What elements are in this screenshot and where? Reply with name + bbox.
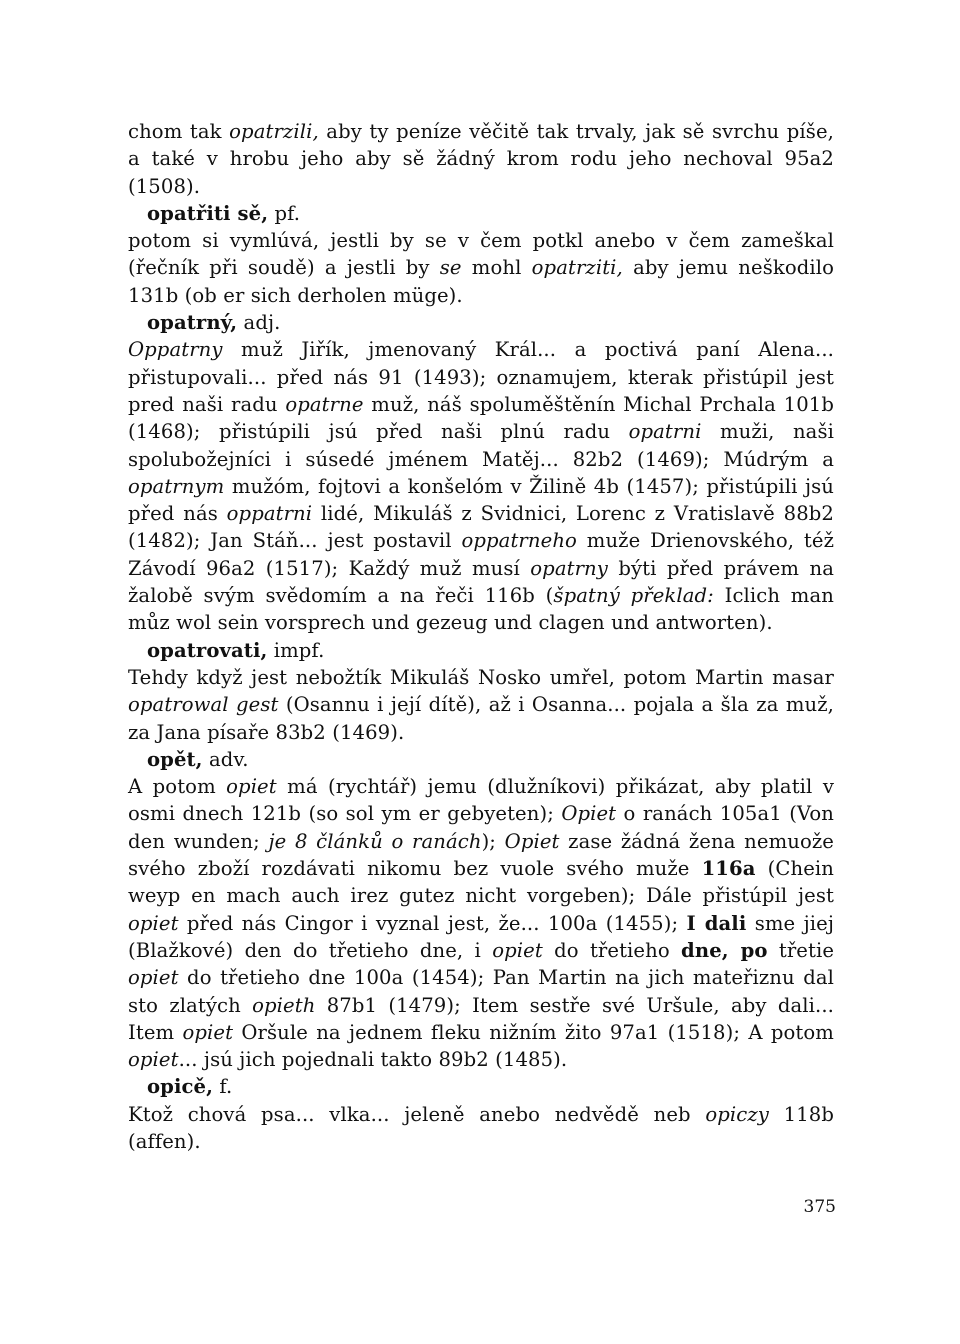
headword: opicě, <box>147 1075 214 1099</box>
text-segment: Iclich man můz wol sein vorsprech und gezeug und clagen und antworten). <box>128 584 834 635</box>
cited-form: oppatrni <box>226 502 313 526</box>
text-segment: má (rychtář) jemu (dlužníkovi) přikázat, aby platil v osmi dnech 121b (so sol ym er gebyeten); <box>128 775 834 826</box>
cited-form: opatrne <box>285 392 364 416</box>
text-segment: do třetieho dne 100a (1454); Pan Martin na jich mateřiznu dal sto zlatých <box>128 966 834 1017</box>
text-segment: mužóm, fojtovi a konšelóm v Žilině 4b (1457); přistúpili jsú před nás <box>128 474 834 526</box>
text-segment: o ranách 105a1 (Von den wunden; <box>128 802 835 853</box>
text-segment: sme jiej (Blažkové) den do třetieho dne, i <box>128 911 834 962</box>
cited-form: opatrni <box>628 420 702 444</box>
text-segment: aby jemu neškodilo 131b (ob er sich derholen müge). <box>128 256 834 307</box>
part-of-speech: adj. <box>237 311 281 335</box>
text-segment: aby ty peníze věčitě tak trvaly, jak sě svrchu píše, a také v hrobu jeho aby sě žádný krom rodu jeho nechoval 95a2 (1508). <box>128 120 834 198</box>
text-segment: lidé, Mikuláš z Svidnici, Lorenc z Vratislavě 88b2 (1482); Jan Stáň... jest postavil <box>128 502 834 553</box>
part-of-speech: adv. <box>202 747 249 771</box>
citation-paragraph <box>128 118 834 200</box>
headword: opatřiti sě, <box>147 201 269 225</box>
citation-paragraph <box>128 664 834 746</box>
part-of-speech: impf. <box>267 638 325 662</box>
text-segment: Tehdy když jest nebožtík Mikuláš Nosko umřel, potom Martin masar <box>128 665 834 689</box>
text-segment: A potom <box>128 775 227 799</box>
cited-form: opiet <box>492 938 543 962</box>
part-of-speech: pf. <box>268 201 301 225</box>
text-segment: před nás Cingor i vyznal jest, že... 100a (1455); <box>178 911 687 935</box>
cited-form: opatrowal gest <box>128 693 279 717</box>
citation-paragraph <box>128 227 834 309</box>
citation-paragraph <box>128 1101 834 1156</box>
bold-text: dne, po <box>681 938 768 962</box>
cited-form: opiczy <box>705 1102 769 1126</box>
cited-form: opieth <box>252 993 316 1017</box>
cited-form: opiet <box>128 911 179 935</box>
text-segment: muže Drienovského, též Závodí 96a2 (1517); Každý muž musí <box>128 529 834 580</box>
text-segment: potom si vymlúvá, jestli by se v čem potkl anebo v čem zameškal (řečník při soudě) a jestli by <box>128 229 834 280</box>
text-segment: (Osannu i její dítě), až i Osanna... pojala a šla za muž, za Jana písaře 83b2 (1469). <box>128 693 834 744</box>
text-segment: zase žádná žena nemuože svého zboží rozdávati nikomu bez vuole svého muže <box>128 829 834 881</box>
text-segment: Ktož chová psa... vlka... jeleně anebo nedvědě neb <box>128 1102 706 1126</box>
bold-text: I dali <box>686 911 747 935</box>
page-number: 375 <box>803 1197 836 1217</box>
cited-form: je 8 článků o ranách <box>268 829 482 853</box>
cited-form: opiet <box>128 1048 179 1072</box>
cited-form: opatrny <box>530 556 608 580</box>
cited-form: opatrzili, <box>229 120 319 143</box>
text-segment: muž, náš spoluměštěnín Michal Prchala 101b (1468); přistúpili jsú před naši plnú radu <box>128 392 834 444</box>
cited-form: špatný překlad: <box>553 584 714 608</box>
text-segment: ); <box>481 829 505 853</box>
citation-paragraph <box>128 773 834 1073</box>
text-segment: 118b (affen). <box>128 1102 834 1153</box>
headword-line <box>128 1073 834 1100</box>
cited-form: Oppatrny <box>128 338 223 362</box>
bold-text: 116a <box>701 857 756 881</box>
text-segment: třetie <box>767 938 835 962</box>
headword: opatrovati, <box>147 638 268 662</box>
text-segment: ... jsú jich pojednali takto 89b2 (1485). <box>178 1048 568 1072</box>
headword-line <box>128 637 834 664</box>
cited-form: opiet <box>182 1020 234 1044</box>
headword: opatrný, <box>147 311 238 335</box>
headword-line <box>128 309 834 336</box>
headword: opět, <box>147 747 203 771</box>
dictionary-page <box>128 118 834 1155</box>
text-segment: muž Jiřík, jmenovaný Král... a poctivá paní Alena... přistupovali... před nás 91 (1493); oznamujem, kterak přistúpil jest pred naši radu <box>128 338 834 416</box>
text-segment: do třetieho <box>542 938 682 962</box>
citation-paragraph <box>128 336 834 636</box>
cited-form: Opiet <box>504 829 560 853</box>
cited-form: se <box>439 256 462 280</box>
headword-line <box>128 200 834 227</box>
part-of-speech: f. <box>213 1075 233 1099</box>
text-segment: mohl <box>461 256 532 280</box>
cited-form: opatrziti, <box>531 256 623 280</box>
text-segment: chom tak <box>128 120 230 143</box>
text-segment: muži, naši spolubožejníci i súsedé jménem Matěj... 82b2 (1469); Múdrým a <box>128 420 834 471</box>
cited-form: opiet <box>128 966 179 990</box>
text-segment: 87b1 (1479); Item sestře své Uršule, aby dali... Item <box>128 993 834 1044</box>
text-segment: býti před právem na žalobě svým svědomím a na řeči 116b ( <box>128 556 834 608</box>
headword-line <box>128 746 834 773</box>
text-segment: Oršule na jednem fleku nižním žito 97a1 (1518); A potom <box>233 1020 834 1044</box>
cited-form: opiet <box>226 775 277 799</box>
text-segment: (Chein weyp en mach auch irez gutez nicht vorgeben); Dále přistúpil jest <box>128 857 834 908</box>
cited-form: Opiet <box>561 802 617 826</box>
cited-form: opatrnym <box>128 474 225 498</box>
cited-form: oppatrneho <box>461 529 577 553</box>
